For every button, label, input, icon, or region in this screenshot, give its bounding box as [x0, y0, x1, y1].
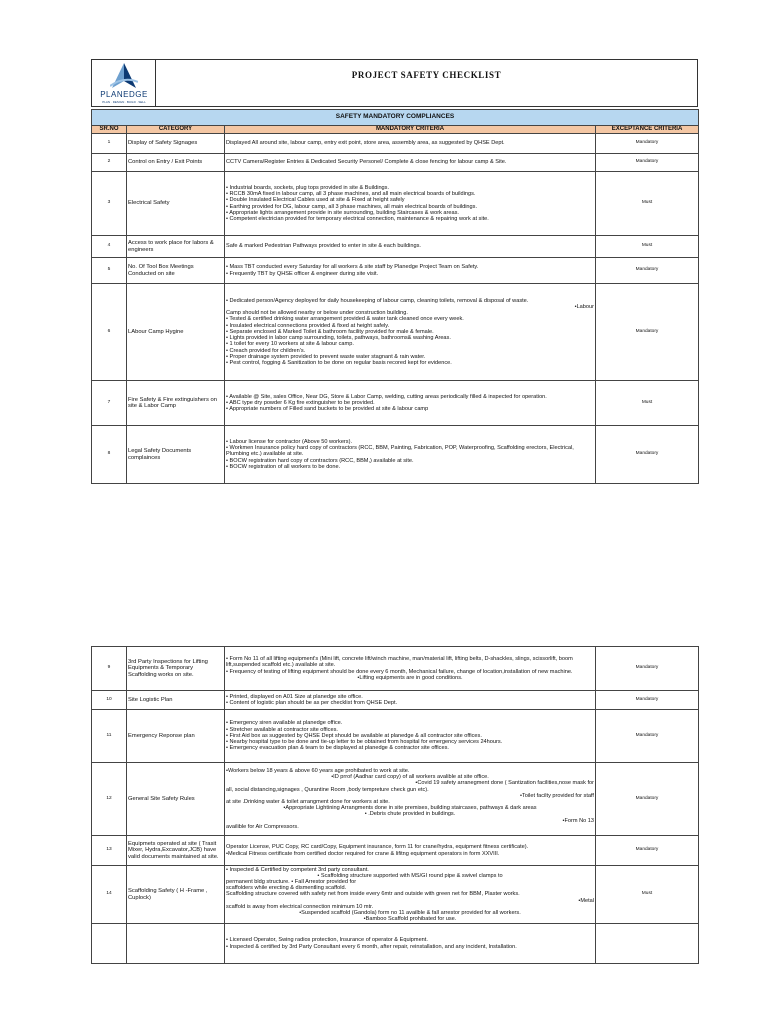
- criteria-line: • Appropriate numbers of Filled sand buckets to be provided at site & labour camp: [226, 406, 429, 413]
- criteria-cell: [225, 426, 596, 484]
- category-cell: General Site Safety Rules: [127, 763, 225, 836]
- criteria-cell: [225, 381, 596, 426]
- criteria-line: • Earthing provided for DG, labour camp, all 3 phase machines, all main electrical boards of buildings.: [226, 203, 478, 210]
- criteria-line: • Workmen Insurance policy hard copy of contractors (RCC, BBM, Painting, Fabrication, POP, Waterproofing, Scaffolding erectors, Electrical, Plumbing etc.) available at site.: [226, 445, 574, 458]
- acceptance-cell: Mandatory: [596, 691, 699, 710]
- table-row: [92, 172, 699, 236]
- criteria-line: • Licensed Operator, Swing radios protection, Insurance of operator & Equipment.: [226, 937, 428, 944]
- criteria-list: [226, 768, 594, 830]
- sr-no-cell: 12: [92, 763, 127, 836]
- sr-no-cell: 13: [92, 836, 127, 866]
- criteria-line: • Stretcher available at contractor site offices.: [226, 726, 338, 733]
- criteria-line: permanent bldg structure. • Fall Arrestor provided for: [226, 878, 357, 885]
- category-cell: LAbour Camp Hygine: [127, 284, 225, 381]
- criteria-cell: [225, 284, 596, 381]
- acceptance-cell: Must: [596, 381, 699, 426]
- criteria-list: [226, 298, 594, 366]
- table-row: [92, 134, 699, 154]
- sr-no-cell: 5: [92, 258, 127, 284]
- criteria-line: • Nearby hospital type to be done and tie-up letter to be obtained from hospital for emergency services 24hours.: [226, 739, 503, 746]
- column-header-acceptance: EXCEPTANCE CRITERIA: [596, 126, 699, 134]
- criteria-line: • Inspected & certified by 3rd Party Consultant every 6 month, after repair, reinstallation, and any incident, Installation.: [226, 943, 517, 950]
- category-cell: Emergency Reponse plan: [127, 710, 225, 763]
- table-row: [92, 647, 699, 691]
- acceptance-cell: Mandatory: [596, 134, 699, 154]
- sr-no-cell: 4: [92, 236, 127, 258]
- planedge-logo-icon: [110, 62, 138, 90]
- criteria-line: • Separate enclosed & Marked Toilet & bathroom facility provided for male & female.: [226, 328, 434, 335]
- criteria-list: [226, 720, 594, 751]
- criteria-line: • Inspected & Certified by competent 3rd party consultant.: [226, 866, 369, 873]
- criteria-line: • .Debris chute provided in buildings.: [364, 811, 456, 818]
- criteria-line: Scaffolding structure covered with safety net from inside every 6mtr and outside with green net for BBM, Plaster works.: [226, 891, 520, 898]
- criteria-line: • First Aid box as suggested by QHSE Dept should be available at planedge & all contractor site offices.: [226, 732, 482, 739]
- criteria-line: •ID prrof (Aadhar card copy) of all workers avalible at site office.: [331, 774, 489, 781]
- criteria-list: [226, 694, 594, 706]
- sr-no-cell: 6: [92, 284, 127, 381]
- acceptance-cell: Mandatory: [596, 258, 699, 284]
- checklist-header: [91, 59, 698, 107]
- section-title: SAFETY MANDATORY COMPLIANCES: [92, 110, 699, 126]
- category-cell: Display of Safety Signages: [127, 134, 225, 154]
- criteria-line: • RCCB 30mA fixed in labour camp, all 3 phase machines, and all main electrical boards of buildings.: [226, 191, 476, 198]
- acceptance-cell: [596, 924, 699, 964]
- column-header-category: CATEGORY: [127, 126, 225, 134]
- criteria-list: [226, 439, 594, 470]
- criteria-line: • BOCW registration of all workers to be done.: [226, 463, 341, 470]
- criteria-cell: [225, 691, 596, 710]
- criteria-line: • Appropriate lights arrangement provide in site surrounding, building Staircases & work areas.: [226, 209, 459, 216]
- table-row: [92, 258, 699, 284]
- criteria-list: [226, 140, 594, 146]
- criteria-line: • Frequently TBT by QHSE officer & engineer during site visit.: [226, 270, 379, 277]
- sr-no-cell: 9: [92, 647, 127, 691]
- criteria-cell: [225, 154, 596, 172]
- criteria-line: • Industrial boards, sockets, plug tops provided in site & Buildings.: [226, 184, 390, 191]
- criteria-line: • Dedicated person/Agency deployed for daily housekeeping of labour camp, cleaning toilets, removal & disposal of waste.: [226, 297, 529, 304]
- criteria-cell: [225, 866, 596, 924]
- criteria-line: • Mass TBT conducted every Saturday for all workers & site staff by Planedge Project Team on Safety.: [226, 264, 479, 271]
- criteria-line: • BOCW registration hard copy of contractors (RCC, BBM,) available at site.: [226, 457, 414, 464]
- criteria-line: •Bamboo Scaffold prohibated for use.: [363, 916, 457, 923]
- criteria-line: • Proper drainage system provided to prevent waste water stagnant & rain water.: [226, 353, 426, 360]
- acceptance-cell: Mandatory: [596, 154, 699, 172]
- category-cell: Fire Safety & Fire extinguishers on site & Labor Camp: [127, 381, 225, 426]
- criteria-line: •Labour: [574, 304, 594, 311]
- category-cell: Access to work place for labors & engineers: [127, 236, 225, 258]
- criteria-line: •Metal: [578, 897, 594, 904]
- safety-checklist-table: [91, 109, 699, 484]
- criteria-line: •Suspended scaffold (Gandola) form no 11 availble & fall arrestor provided for all workers.: [299, 910, 521, 916]
- category-cell: [127, 924, 225, 964]
- table-row: [92, 284, 699, 381]
- criteria-line: • Insulated electrical connections provided & fixed at height safely.: [226, 322, 390, 329]
- category-cell: 3rd Party Inspections for Lifting Equipments & Temporary Scaffolding works on site.: [127, 647, 225, 691]
- criteria-line: • Creach provided for children's.: [226, 347, 306, 354]
- criteria-line: Camp should not be allowed nearby or below under construction building.: [226, 310, 408, 317]
- criteria-cell: [225, 763, 596, 836]
- criteria-line: • Form No 11 of all lifting equipment's (Mini lift, concrete lift/winch machine, man/material lift, lifting belts, D-shackles, slings, scissorlift, boom lift,suspended scaffold etc.) available at site.: [226, 656, 573, 669]
- criteria-line: •Form No 13: [562, 817, 594, 824]
- category-cell: Equipmets operated at site ( Trasit Mixer, Hydra,Excavator,JCB) have valid documents maintained at site.: [127, 836, 225, 866]
- criteria-line: • Emergency evacuation plan & team to be displayed at planedge & contractor site offices.: [226, 745, 449, 752]
- criteria-line: availible for Air Compressors.: [226, 823, 299, 830]
- criteria-line: scaffold is away from electrical connection minimum 10 mtr.: [226, 903, 374, 910]
- criteria-line: •Workers below 18 years & above 60 years age prohibated to work at site.: [226, 767, 410, 774]
- criteria-list: [226, 243, 594, 249]
- criteria-line: • 1 toilet for every 10 workers at site & labour camp.: [226, 341, 354, 348]
- criteria-list: [226, 264, 594, 276]
- safety-checklist-table-continued: [91, 646, 699, 964]
- criteria-line: scaffolders while erecting & dismentling scaffold.: [226, 885, 347, 892]
- table-row: [92, 924, 699, 964]
- criteria-line: •Toilet facilty provided for staff: [520, 792, 594, 799]
- acceptance-cell: Mandatory: [596, 284, 699, 381]
- criteria-cell: [225, 710, 596, 763]
- category-cell: Electrical Safety: [127, 172, 225, 236]
- criteria-cell: [225, 836, 596, 866]
- criteria-line: • Double Insulated Electrical Cables used at site & Fixed at height safely: [226, 197, 405, 204]
- table-row: [92, 691, 699, 710]
- criteria-line: • Labour license for contractor (Above 50 workers).: [226, 438, 353, 445]
- category-cell: No. Of Tool Box Meetings Conducted on site: [127, 258, 225, 284]
- category-cell: Site Logistic Plan: [127, 691, 225, 710]
- category-cell: Control on Entry / Exit Points: [127, 154, 225, 172]
- sr-no-cell: 8: [92, 426, 127, 484]
- sr-no-cell: 14: [92, 866, 127, 924]
- criteria-line: • Pest control, fogging & Sanitization to be done on regular basis recored kept for evidence.: [226, 359, 452, 366]
- acceptance-cell: Must: [596, 236, 699, 258]
- criteria-cell: [225, 236, 596, 258]
- company-logo: [93, 60, 155, 106]
- page-title: PROJECT SAFETY CHECKLIST: [351, 70, 502, 80]
- criteria-line: • Printed, displayed on A01 Size at planedge site office.: [226, 693, 363, 700]
- column-header-row: [92, 126, 699, 134]
- criteria-list: [226, 656, 594, 681]
- criteria-line: • Content of logistic plan should be as per checklist from QHSE Dept.: [226, 700, 398, 706]
- criteria-list: [226, 844, 594, 856]
- criteria-cell: [225, 647, 596, 691]
- criteria-cell: [225, 134, 596, 154]
- logo-name: PLANEDGE: [100, 90, 148, 99]
- criteria-line: • Scaffolding structure supported with MS/GI round pipe & swivel clamps to: [317, 872, 503, 879]
- acceptance-cell: Mandatory: [596, 647, 699, 691]
- acceptance-cell: Must: [596, 172, 699, 236]
- category-cell: Legal Safety Documents complainces: [127, 426, 225, 484]
- criteria-line: • Tested & certified drinking water arrangement provided & water tank cleaned once every week.: [226, 316, 464, 323]
- column-header-srno: SR.NO: [92, 126, 127, 134]
- criteria-line: CCTV Camera/Register Entries & Dedicated Security Personel/ Complete & close fencing for labour camp & Site.: [226, 159, 507, 166]
- criteria-list: [226, 867, 594, 923]
- criteria-list: [226, 185, 594, 222]
- criteria-line: Operator License, PUC Copy, RC card/Copy, Equipment insurance, form 11 for crane/hydra, equipment fitness certificate).: [226, 844, 529, 851]
- sr-no-cell: 10: [92, 691, 127, 710]
- table-row: [92, 866, 699, 924]
- criteria-line: • ABC type dry powder 6 Kg fire extinguisher to be provided.: [226, 399, 375, 406]
- sr-no-cell: [92, 924, 127, 964]
- sr-no-cell: 11: [92, 710, 127, 763]
- acceptance-cell: Mandatory: [596, 710, 699, 763]
- criteria-line: •Lifting equipments are in good conditions.: [357, 674, 463, 681]
- criteria-list: [226, 159, 594, 165]
- table-row: [92, 710, 699, 763]
- table-row: [92, 426, 699, 484]
- acceptance-cell: Mandatory: [596, 426, 699, 484]
- criteria-line: Safe & marked Pedestrian Pathways provided to enter in site & each buildings.: [226, 243, 421, 250]
- criteria-line: • Available @ Site, sales Office, Near DG, Store & Labor Camp, welding, cutting areas periodically filled & inspected for operation.: [226, 393, 547, 400]
- table-row: [92, 154, 699, 172]
- sr-no-cell: 7: [92, 381, 127, 426]
- criteria-line: all, social distancing,signages , Qurantine Room ,body tempreture check gun etc).: [226, 786, 429, 793]
- criteria-cell: [225, 924, 596, 964]
- criteria-list: [226, 937, 594, 949]
- criteria-line: • Emergency siren available at planedge office.: [226, 720, 343, 727]
- table-row: [92, 236, 699, 258]
- column-header-criteria: MANDATORY CRITERIA: [225, 126, 596, 134]
- criteria-cell: [225, 172, 596, 236]
- table-row: [92, 763, 699, 836]
- criteria-line: • Frequency of testing of lifting equipment should be done every 6 month, Mechanical failure, change of location,installation of new machine.: [226, 668, 573, 675]
- sr-no-cell: 3: [92, 172, 127, 236]
- criteria-line: •Medical Fitness certificate from certified doctor required for crane & lifitng equipment operators in form XXVIII.: [226, 850, 500, 857]
- criteria-line: •Covid 19 safety arranegment done ( Santization facilities,nose mask for: [415, 780, 594, 787]
- logo-tagline: PLAN · DESIGN · BUILD · SELL: [102, 100, 146, 104]
- acceptance-cell: Must: [596, 866, 699, 924]
- criteria-line: at site .Drinking water & toilet arrangment done for workers at site.: [226, 799, 390, 805]
- criteria-line: Displayed All around site, labour camp, entry exit point, store area, assembly area, as suggested by QHSE Dept.: [226, 140, 505, 147]
- sr-no-cell: 1: [92, 134, 127, 154]
- category-cell: Scaffolding Safety ( H -Frame , Cuplock): [127, 866, 225, 924]
- table-row: [92, 836, 699, 866]
- sr-no-cell: 2: [92, 154, 127, 172]
- criteria-line: • Competent electrician provided for temporary electrical connection, maintenance & repairing work at site.: [226, 215, 489, 222]
- criteria-line: •Appropriate Lightining Arrangments done in site premises, building staircases, pathways & dark areas: [283, 805, 537, 812]
- criteria-line: • Lights provided in labor camp surrounding, toilets, pathways, bathrooms& washing Areas.: [226, 335, 451, 342]
- criteria-cell: [225, 258, 596, 284]
- acceptance-cell: Mandatory: [596, 836, 699, 866]
- criteria-list: [226, 394, 594, 413]
- table-row: [92, 381, 699, 426]
- acceptance-cell: Mandatory: [596, 763, 699, 836]
